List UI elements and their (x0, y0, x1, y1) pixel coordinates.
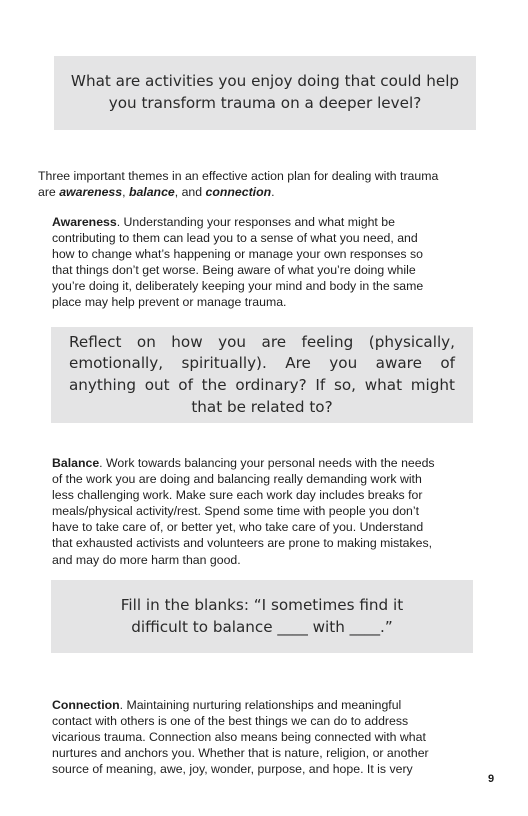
callout-text: Reflect on how you are feeling (physically, emotionally, spiritually). Are you aware of anything out of the ordinary? If so, what might that be related to? (69, 332, 455, 416)
callout-line: difficult to balance ____ with ____.” (131, 617, 393, 636)
balance-line: that exhausted activists and volunteers are prone to making mistakes, (52, 536, 433, 551)
balance-line: have to take care of, or better yet, who take care of you. Understand (52, 520, 424, 535)
awareness-line (52, 214, 484, 230)
intro-text: are (38, 185, 60, 200)
connection-heading: Connection (52, 698, 120, 712)
callout-line: you transform trauma on a deeper level? (108, 94, 422, 112)
awareness-line: place may help prevent or manage trauma. (52, 295, 287, 310)
connection-line: contact with others is one of the best things we can do to address (52, 714, 409, 729)
intro-text: , (122, 185, 129, 200)
awareness-line: you’re doing it, deliberately keeping your mind and body in the same (52, 279, 424, 294)
reflection-question-balance (51, 580, 473, 653)
intro-line (38, 184, 490, 200)
awareness-section (52, 214, 484, 311)
theme-balance: balance (128, 185, 175, 200)
connection-line: nurtures and anchors you. Whether that is nature, religion, or another (52, 746, 429, 761)
balance-line: meals/physical activity/rest. Spend some time with people you don’t (52, 504, 420, 519)
connection-section (52, 697, 484, 777)
intro-text: . (271, 185, 275, 200)
intro-text: , and (174, 185, 206, 200)
reflection-question-activities (54, 56, 476, 130)
connection-line: source of meaning, awe, joy, wonder, purpose, and hope. It is very (52, 762, 413, 777)
balance-text: . Work towards balancing your personal needs with the needs (99, 456, 435, 470)
awareness-heading: Awareness (52, 215, 117, 229)
reflection-question-feelings (51, 327, 473, 423)
callout-line: Fill in the blanks: “I sometimes find it (120, 595, 404, 614)
balance-line: and may do more harm than good. (52, 552, 241, 567)
balance-heading: Balance (52, 456, 100, 470)
awareness-line: contributing to them can lead you to a sense of what you need, and (52, 231, 418, 246)
balance-section (52, 455, 484, 568)
page-number: 9 (488, 773, 495, 785)
theme-connection: connection (205, 185, 272, 200)
balance-line (52, 455, 484, 471)
connection-line: vicarious trauma. Connection also means being connected with what (52, 730, 426, 745)
awareness-line: how to change what’s happening or manage your own responses so (52, 247, 423, 262)
theme-awareness: awareness (59, 185, 123, 200)
balance-line: of the work you are doing and balancing really demanding work with (52, 472, 422, 487)
awareness-text: . Understanding your responses and what might be (116, 215, 395, 229)
balance-line: less challenging work. Make sure each work day includes breaks for (52, 488, 423, 503)
connection-line (52, 697, 484, 713)
intro-line: Three important themes in an effective action plan for dealing with trauma (38, 169, 439, 183)
callout-line: What are activities you enjoy doing that could help (70, 72, 460, 91)
intro-paragraph (38, 168, 490, 200)
connection-text: . Maintaining nurturing relationships and meaningful (119, 698, 402, 712)
awareness-line: that things don’t get worse. Being aware of what you’re doing while (52, 263, 416, 278)
